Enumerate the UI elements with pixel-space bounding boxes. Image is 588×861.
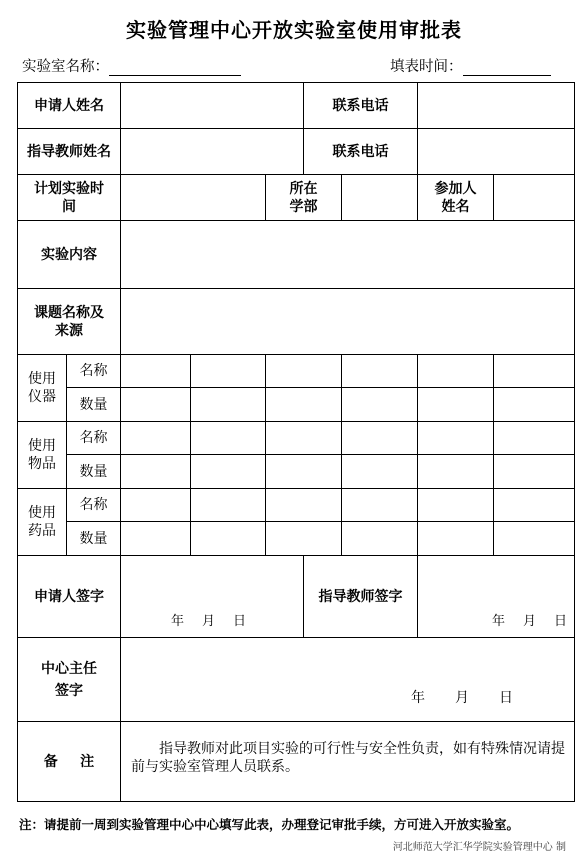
cell[interactable] — [342, 388, 418, 422]
director-sign-label: 中心主任签字 — [18, 638, 121, 722]
instrument-qty-row — [18, 388, 575, 422]
director-sign-date: 年 月 日 — [411, 690, 513, 706]
cell[interactable] — [266, 522, 342, 556]
advisor-sign-field[interactable] — [418, 556, 575, 638]
instrument-name-label: 名称 — [67, 355, 121, 388]
fill-time-label: 填表时间： — [390, 59, 463, 75]
cell[interactable] — [121, 422, 191, 455]
cell[interactable] — [266, 489, 342, 522]
advisor-sign-date: 年 月 日 — [492, 614, 568, 629]
experiment-content-row — [18, 221, 575, 289]
footer-issuer: 河北师范大学汇华学院实验管理中心 制 — [392, 842, 566, 853]
footer-note: 注：请提前一周到实验管理中心中心填写此表，办理登记审批手续，方可进入开放实验室。 — [19, 817, 520, 832]
cell[interactable] — [191, 522, 266, 556]
cell[interactable] — [494, 455, 575, 489]
cell[interactable] — [418, 355, 494, 388]
applicant-row — [18, 83, 575, 129]
group-label-items: 使用物品 — [18, 422, 67, 489]
signature-row — [18, 556, 575, 638]
cell[interactable] — [121, 388, 191, 422]
cell[interactable] — [418, 388, 494, 422]
cell[interactable] — [342, 522, 418, 556]
advisor-name-field[interactable] — [121, 129, 304, 175]
lab-name-row — [22, 55, 241, 76]
cell[interactable] — [121, 522, 191, 556]
cell[interactable] — [494, 522, 575, 556]
fill-time-field[interactable] — [463, 59, 551, 76]
instrument-qty-label: 数量 — [67, 388, 121, 422]
contact-phone-label: 联系电话 — [304, 83, 418, 129]
cell[interactable] — [121, 489, 191, 522]
cell[interactable] — [191, 489, 266, 522]
approval-form-table — [17, 82, 575, 802]
remarks-label-text: 备注 — [43, 753, 117, 770]
cell[interactable] — [191, 388, 266, 422]
planned-time-label: 计划实验时间 — [18, 175, 121, 221]
cell[interactable] — [418, 489, 494, 522]
cell[interactable] — [121, 355, 191, 388]
cell[interactable] — [266, 388, 342, 422]
applicant-name-field[interactable] — [121, 83, 304, 129]
applicant-sign-date: 年 月 日 — [171, 614, 247, 629]
cell[interactable] — [266, 355, 342, 388]
cell[interactable] — [418, 455, 494, 489]
time-department-row — [18, 175, 575, 221]
reagent-name-label: 名称 — [67, 489, 121, 522]
cell[interactable] — [266, 422, 342, 455]
item-name-label: 名称 — [67, 422, 121, 455]
instrument-name-row — [18, 355, 575, 388]
department-field[interactable] — [342, 175, 418, 221]
cell[interactable] — [494, 355, 575, 388]
cell[interactable] — [191, 355, 266, 388]
advisor-phone-label: 联系电话 — [304, 129, 418, 175]
cell[interactable] — [342, 355, 418, 388]
director-row — [18, 638, 575, 722]
applicant-sign-field[interactable] — [121, 556, 304, 638]
item-qty-label: 数量 — [67, 455, 121, 489]
advisor-phone-field[interactable] — [418, 129, 575, 175]
cell[interactable] — [494, 422, 575, 455]
contact-phone-field[interactable] — [418, 83, 575, 129]
applicant-name-label: 申请人姓名 — [18, 83, 121, 129]
cell[interactable] — [266, 455, 342, 489]
advisor-sign-label: 指导教师签字 — [304, 556, 418, 638]
participants-field[interactable] — [494, 175, 575, 221]
remarks-text: 指导教师对此项目实验的可行性与安全性负责，如有特殊情况请提前与实验室管理人员联系。 — [121, 722, 575, 802]
experiment-content-label: 实验内容 — [18, 221, 121, 289]
planned-time-field[interactable] — [121, 175, 266, 221]
item-name-row — [18, 422, 575, 455]
department-label: 所在学部 — [266, 175, 342, 221]
cell[interactable] — [121, 455, 191, 489]
group-label-reagents: 使用药品 — [18, 489, 67, 556]
remarks-row — [18, 722, 575, 802]
experiment-content-field[interactable] — [121, 221, 575, 289]
item-qty-row — [18, 455, 575, 489]
director-sign-field[interactable] — [121, 638, 575, 722]
remarks-label — [18, 722, 121, 802]
advisor-row — [18, 129, 575, 175]
reagent-name-row — [18, 489, 575, 522]
cell[interactable] — [418, 522, 494, 556]
group-label-instruments: 使用仪器 — [18, 355, 67, 422]
cell[interactable] — [191, 422, 266, 455]
cell[interactable] — [494, 489, 575, 522]
reagent-qty-label: 数量 — [67, 522, 121, 556]
applicant-sign-label: 申请人签字 — [18, 556, 121, 638]
fill-time-row — [390, 55, 551, 76]
project-row — [18, 289, 575, 355]
cell[interactable] — [418, 422, 494, 455]
lab-name-field[interactable] — [109, 59, 241, 76]
advisor-name-label: 指导教师姓名 — [18, 129, 121, 175]
project-name-field[interactable] — [121, 289, 575, 355]
cell[interactable] — [494, 388, 575, 422]
reagent-qty-row — [18, 522, 575, 556]
page-title: 实验管理中心开放实验室使用审批表 — [126, 18, 462, 42]
lab-name-label: 实验室名称： — [22, 59, 109, 75]
participants-label: 参加人姓名 — [418, 175, 494, 221]
cell[interactable] — [342, 455, 418, 489]
cell[interactable] — [342, 489, 418, 522]
cell[interactable] — [342, 422, 418, 455]
project-name-label: 课题名称及来源 — [18, 289, 121, 355]
cell[interactable] — [191, 455, 266, 489]
